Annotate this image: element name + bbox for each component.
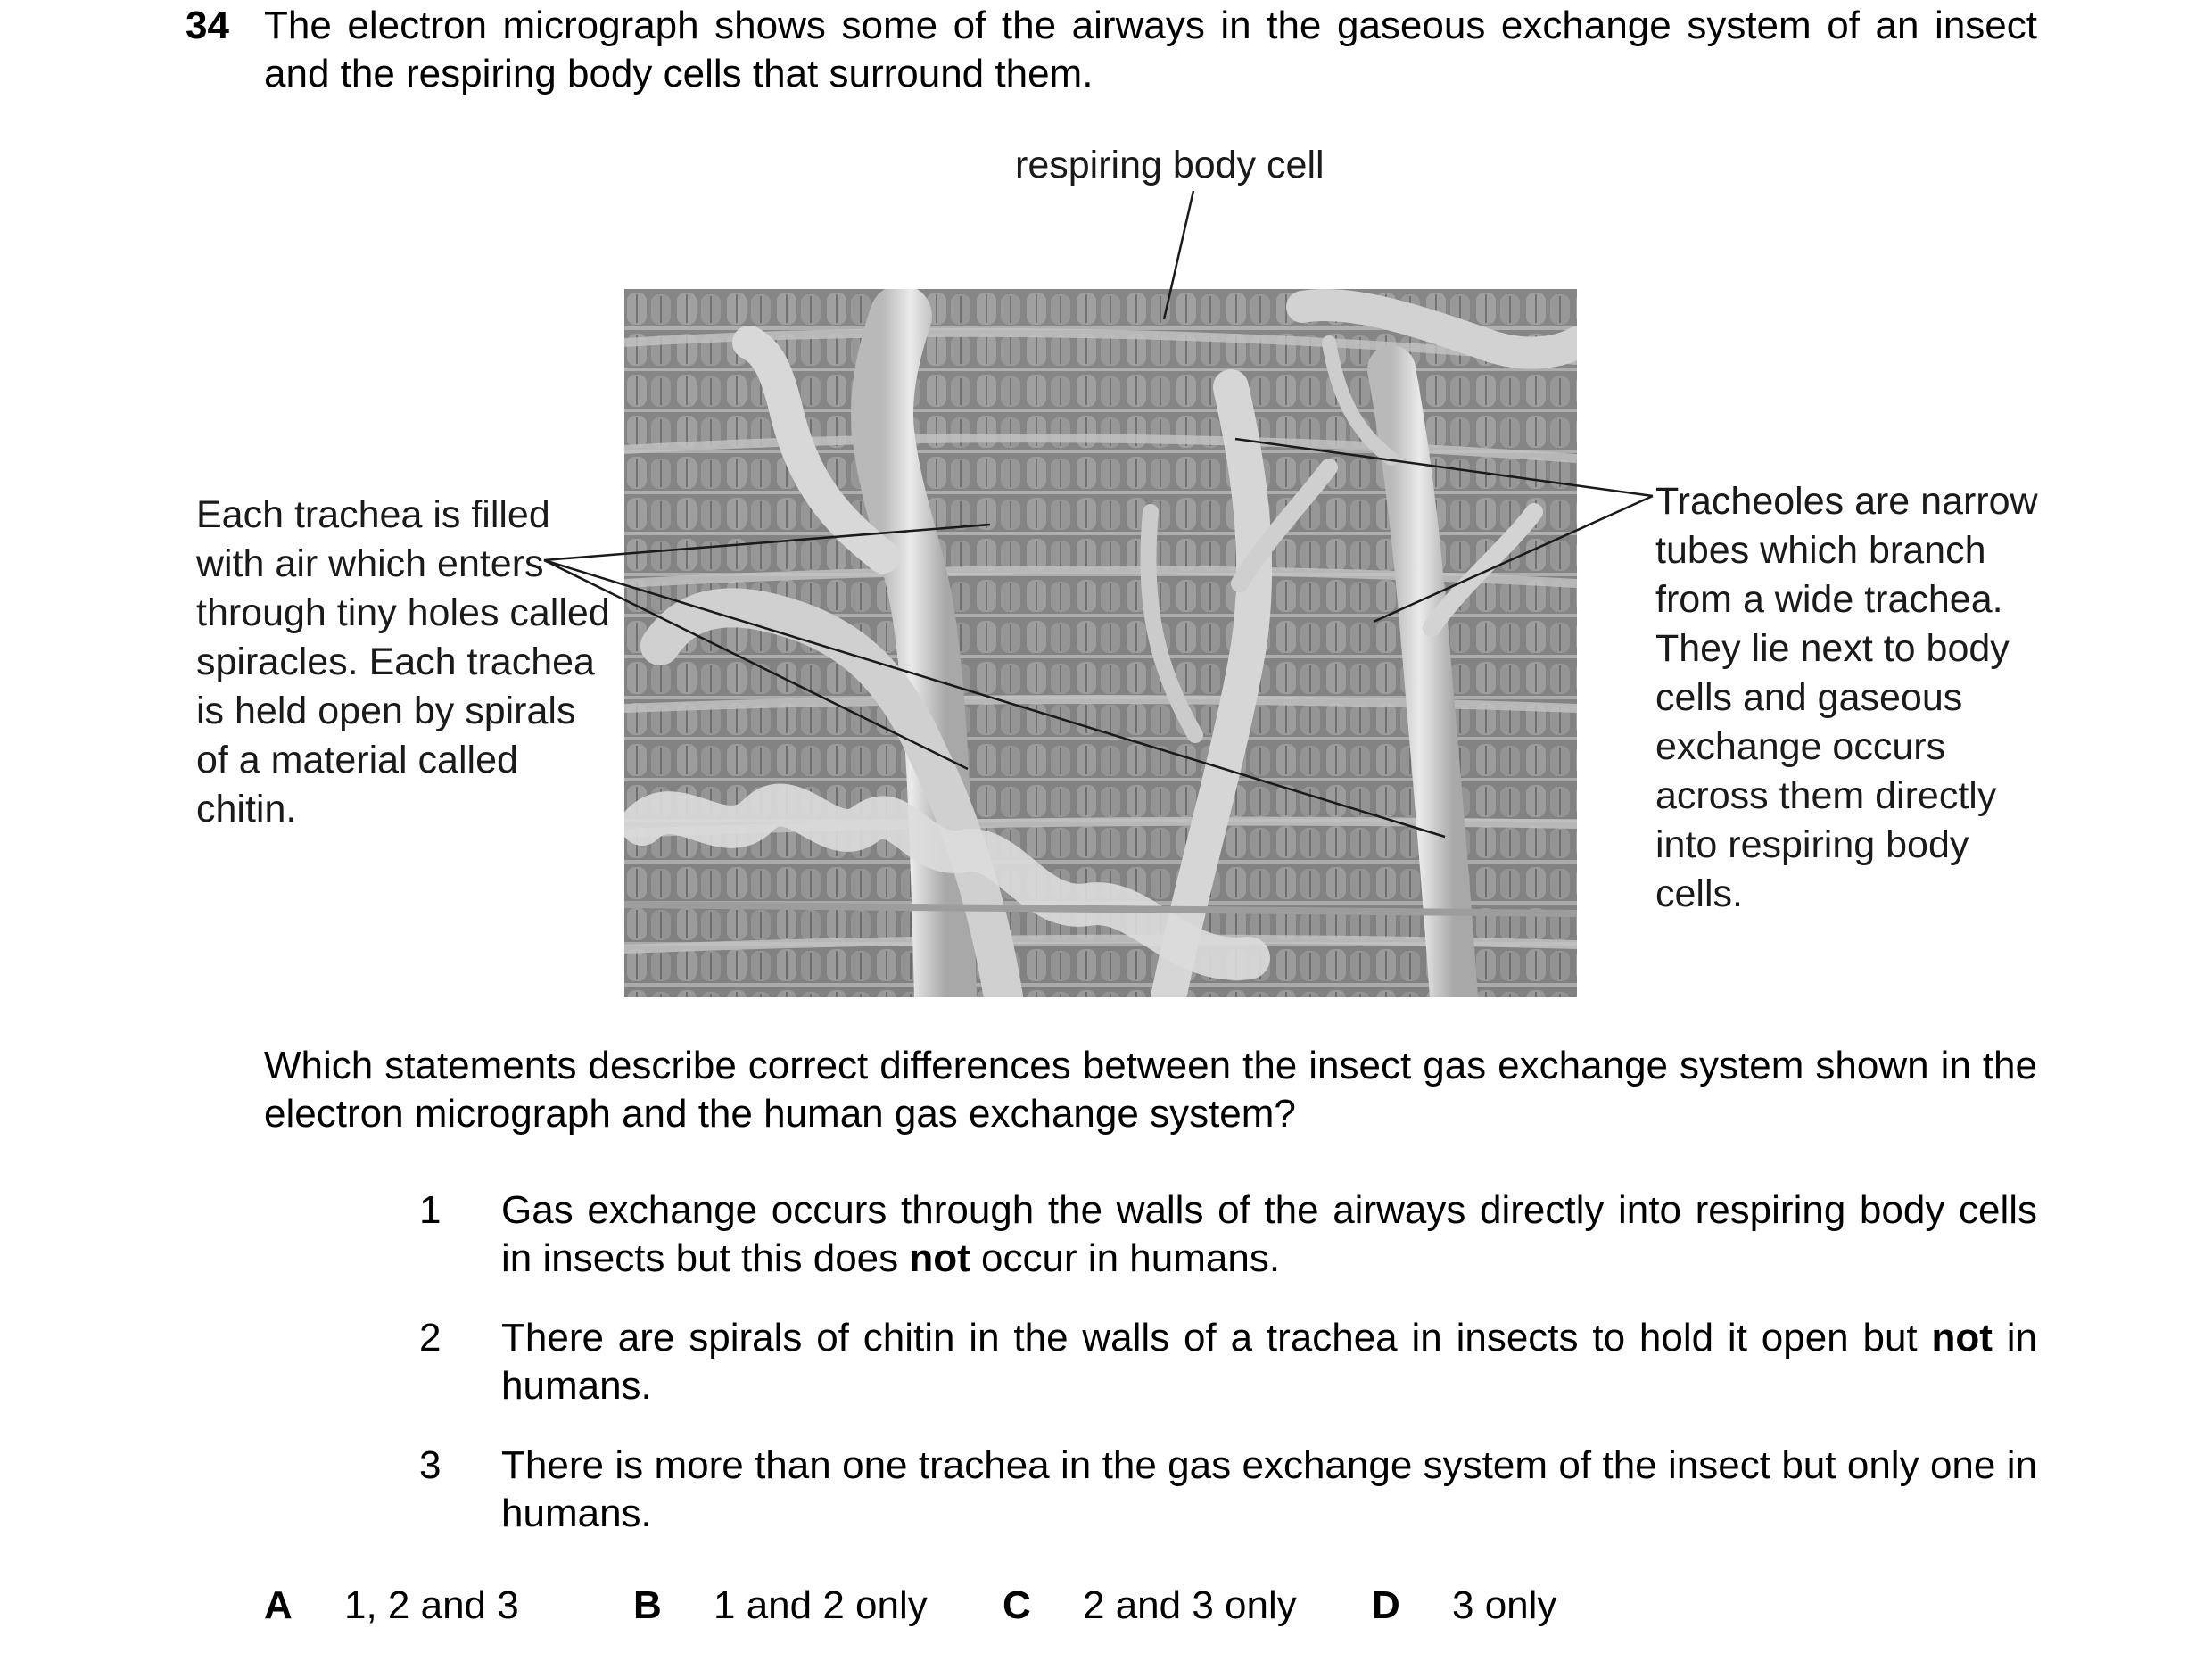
option-d-text[interactable]: 3 only — [1452, 1583, 1557, 1627]
option-a-letter[interactable]: A — [264, 1583, 293, 1627]
option-a-text[interactable]: 1, 2 and 3 — [344, 1583, 519, 1627]
statement-1 — [419, 1186, 2037, 1283]
statement-text: Gas exchange occurs through the walls of the airways directly into respiring body cells in insects but this does not occur in humans. — [501, 1188, 2037, 1280]
option-d-letter[interactable]: D — [1372, 1583, 1400, 1627]
label-trachea: Each trachea is filled with air which enters through tiny holes called spiracles. Each trachea is held open by spirals of a material called chitin. — [196, 493, 610, 830]
option-b-text[interactable]: 1 and 2 only — [714, 1583, 928, 1627]
electron-micrograph-image — [624, 289, 1577, 997]
question-prompt: Which statements describe correct differences between the insect gas exchange system shown in the electron micrograph and the human gas exchange system? — [264, 1044, 2037, 1136]
statement-text: There is more than one trachea in the gas exchange system of the insect but only one in humans. — [501, 1443, 2037, 1535]
option-b-letter[interactable]: B — [633, 1583, 662, 1627]
label-respiring-body-cell: respiring body cell — [1015, 144, 1325, 186]
statement-3 — [419, 1442, 2037, 1538]
statement-2 — [419, 1314, 2037, 1410]
option-c-text[interactable]: 2 and 3 only — [1083, 1583, 1297, 1627]
option-c-letter[interactable]: C — [1003, 1583, 1031, 1627]
statement-text: There are spirals of chitin in the walls of a trachea in insects to hold it open but not in humans. — [501, 1316, 2037, 1408]
statement-number: 3 — [419, 1443, 442, 1487]
question-stem: The electron micrograph shows some of the airways in the gaseous exchange system of an insect and the respiring body cells that surround them. — [264, 4, 2037, 95]
label-tracheoles: Tracheoles are narrow tubes which branch from a wide trachea. They lie next to body cells and gaseous exchange occurs across them directly into respiring body cells. — [1655, 480, 2038, 915]
statement-number: 1 — [419, 1188, 442, 1232]
question-number: 34 — [186, 4, 229, 47]
statement-number: 2 — [419, 1316, 442, 1359]
answer-options — [0, 1582, 2212, 1635]
